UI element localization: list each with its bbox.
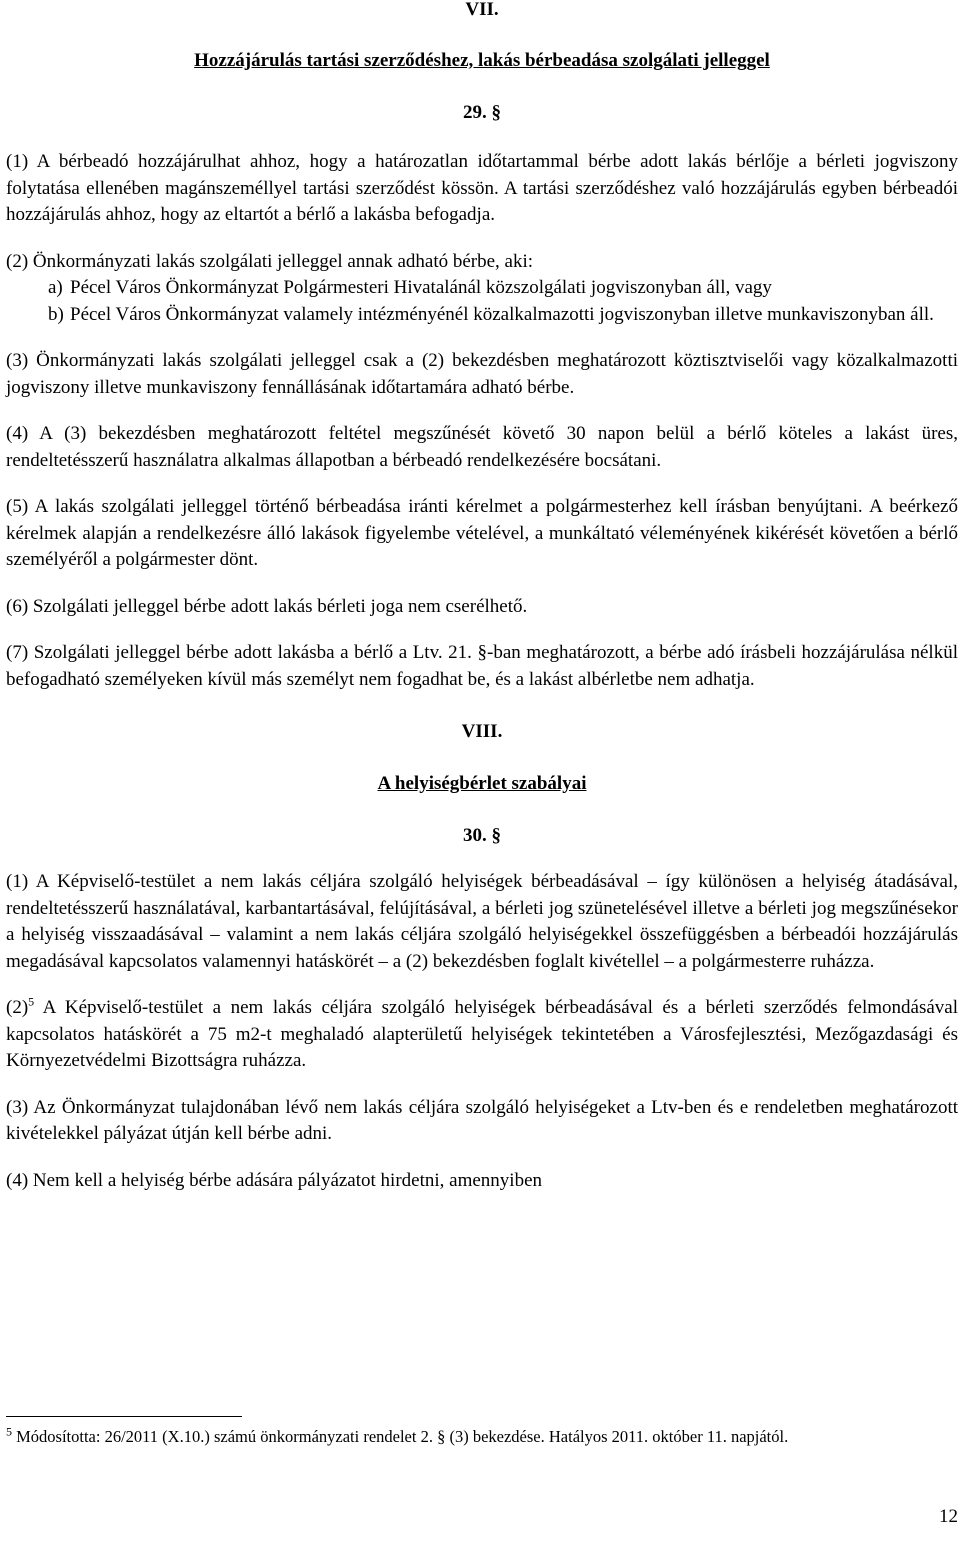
- page-number: 12: [939, 1506, 958, 1527]
- section-30-heading: 30. §: [463, 825, 501, 846]
- paragraph-30-4: (4) Nem kell a helyiség bérbe adására pályázatot hirdetni, amennyiben: [6, 1169, 542, 1191]
- section-29-heading: 29. §: [463, 102, 501, 123]
- chapter-8-heading: VIII.: [461, 721, 503, 742]
- list-item-b: [6, 302, 958, 329]
- chapter-7-title: Hozzájárulás tartási szerződéshez, lakás bérbeadása szolgálati jelleggel: [194, 50, 770, 71]
- paragraph-29-6: (6) Szolgálati jelleggel bérbe adott lakás bérleti joga nem cserélhető.: [6, 595, 528, 617]
- document-page: [6, 0, 958, 1194]
- footnote-number: 5: [6, 1424, 12, 1439]
- paragraph-29-2-intro: (2) Önkormányzati lakás szolgálati jelleggel annak adható bérbe, aki:: [6, 250, 534, 272]
- list-text-a: Pécel Város Önkormányzat Polgármesteri Hivatalánál közszolgálati jogviszonyban áll, vagy: [70, 277, 772, 298]
- chapter-7-heading: VII.: [465, 0, 499, 20]
- paragraph-29-3: (3) Önkormányzati lakás szolgálati jelleggel csak a (2) bekezdésben meghatározott köztisztviselői vagy közalkalmazotti jogviszony illetve munkaviszony fennállásának időtartamára adható bérbe.: [6, 350, 958, 398]
- paragraph-29-5: (5) A lakás szolgálati jelleggel történő bérbeadása iránti kérelmet a polgármesterhez kell írásban benyújtani. A beérkező kérelmek alapján a rendelkezésre álló lakások figyelembe vételével, a munkáltató véleményének kikérését követően a bérlő személyéről a polgármester dönt.: [6, 496, 958, 570]
- paragraph-30-1: (1) A Képviselő-testület a nem lakás céljára szolgáló helyiségek bérbeadásával – így különösen a helyiség átadásával, rendeltetésszerű használatával, karbantartásával, felújításával, a bérleti jog szünetelésével illetve a bérleti jog megszűnésekor a helyiség visszaadásával – valamint a nem lakás céljára szolgáló helyiségekkel összefüggésben a bérbeadói hozzájárulás megadásával kapcsolatos valamennyi hatáskörét – a (2) bekezdésben foglalt kivétellel – a polgármesterre ruházza.: [6, 871, 958, 972]
- list-marker-a: a): [48, 277, 63, 298]
- chapter-8-title: A helyiségbérlet szabályai: [377, 773, 587, 794]
- paragraph-30-2-label: (2): [6, 997, 29, 1018]
- paragraph-29-7: (7) Szolgálati jelleggel bérbe adott lakásba a bérlő a Ltv. 21. §-ban meghatározott, a bérbe adó írásbeli hozzájárulása nélkül befogadható személyeken kívül más személyt nem fogadhat be, és a lakást albérletbe nem adhatja.: [6, 642, 958, 690]
- list-marker-b: b): [48, 303, 64, 325]
- list-text-b: Pécel Város Önkormányzat valamely intézményénél közalkalmazotti jogviszonyban illetve munkaviszonyban áll.: [70, 303, 934, 325]
- paragraph-29-1: (1) A bérbeadó hozzájárulhat ahhoz, hogy a határozatlan időtartammal bérbe adott lakás bérlője a bérleti jogviszony folytatása ellenében magánszeméllyel tartási szerződést kössön. A tartási szerződéshez való hozzájárulás egyben bérbeadói hozzájárulás ahhoz, hogy az eltartót a bérlő a lakásba befogadja.: [6, 151, 958, 225]
- footnote: [6, 1425, 946, 1448]
- paragraph-30-2-text: A Képviselő-testület a nem lakás céljára szolgáló helyiségek bérbeadásával és a bérleti szerződés felmondásával kapcsolatos hatáskörét a 75 m2-t meghaladó alapterületű helyiségek tekintetében a Városfejlesztési, Mezőgazdasági és Környezetvédelmi Bizottságra ruházza.: [6, 997, 958, 1071]
- paragraph-29-4: (4) A (3) bekezdésben meghatározott feltétel megszűnését követő 30 napon belül a bérlő köteles a lakást üres, rendeltetésszerű használatra alkalmas állapotban a bérbeadó rendelkezésére bocsátani.: [6, 423, 958, 471]
- footnote-reference[interactable]: 5: [28, 994, 35, 1009]
- list-item-a: [6, 275, 958, 302]
- paragraph-30-2: [6, 995, 958, 1075]
- footnote-divider: [6, 1416, 242, 1417]
- footnote-text: Módosította: 26/2011 (X.10.) számú önkormányzati rendelet 2. § (3) bekezdése. Hatályos 2011. október 11. napjától.: [12, 1427, 789, 1446]
- paragraph-30-3: (3) Az Önkormányzat tulajdonában lévő nem lakás céljára szolgáló helyiségeket a Ltv-ben és e rendeletben meghatározott kivételekkel pályázat útján kell bérbe adni.: [6, 1096, 958, 1144]
